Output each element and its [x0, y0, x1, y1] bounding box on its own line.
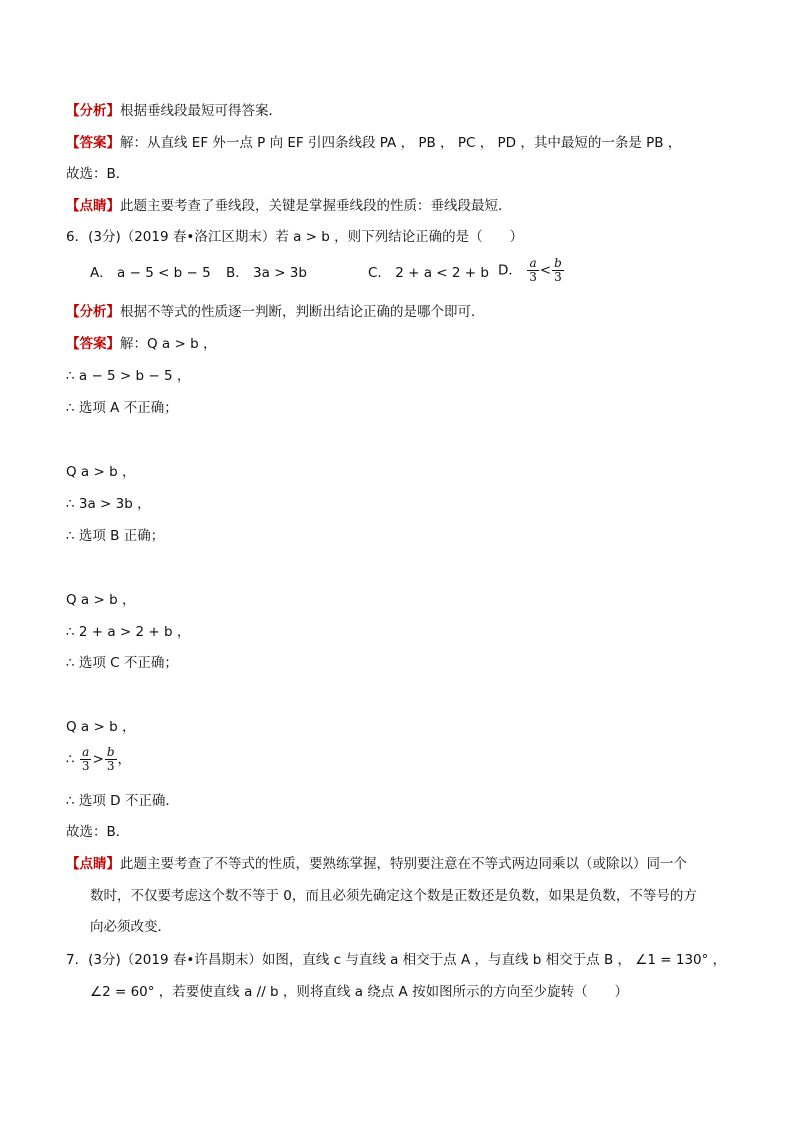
- step-c1: ∴ 2 + a > 2 + b ，: [66, 624, 191, 640]
- step-a2: ∴ 选项 A 不正确；: [66, 400, 178, 416]
- q6-answer-text: 解：Q a > b ，: [120, 336, 217, 352]
- option-c: C． 2 + a < 2 + b: [368, 265, 489, 281]
- option-b: B． 3a > 3b: [226, 265, 307, 281]
- q6-answer-line: [66, 334, 216, 354]
- answer-line: [66, 133, 681, 153]
- step-c0: Q a > b ，: [66, 592, 136, 608]
- question-6-stem: 6．(3分)（2019 春•洛江区期末）若 a > b ，则下列结论正确的是（ ）: [66, 229, 524, 245]
- step-b1: ∴ 3a > 3b ，: [66, 496, 151, 512]
- step-b2: ∴ 选项 B 正确；: [66, 528, 165, 544]
- step-c2: ∴ 选项 C 不正确；: [66, 655, 178, 671]
- q6-analysis-tag: 【分析】: [66, 304, 120, 320]
- q6-analysis-text: 根据不等式的性质逐一判断，判断出结论正确的是哪个即可．: [120, 304, 485, 320]
- choose-line: 故选：B．: [66, 166, 130, 182]
- analysis-line: [66, 101, 282, 121]
- analysis-tag: 【分析】: [66, 103, 120, 119]
- step-d2: ∴ 选项 D 不正确．: [66, 793, 179, 809]
- answer-tag: 【答案】: [66, 135, 120, 151]
- option-a: A． a − 5 < b − 5: [90, 265, 211, 281]
- comment-tag: 【点睛】: [66, 198, 120, 214]
- q6-comment-text-2: 数时，不仅要考虑这个数不等于 0，而且必须先确定这个数是正数还是负数，如果是负数，不等号的方: [90, 888, 697, 904]
- question-7-stem-1: 7．(3分)（2019 春•许昌期末）如图，直线 c 与直线 a 相交于点 A ，与直线 b 相交于点 B ， ∠1 = 130° ，: [66, 952, 727, 968]
- question-6-options: [90, 256, 690, 293]
- analysis-text: 根据垂线段最短可得答案．: [120, 103, 282, 119]
- option-d-label: D．: [498, 262, 522, 279]
- step-d0: Q a > b ，: [66, 719, 136, 735]
- answer-text: 解：从直线 EF 外一点 P 向 EF 引四条线段 PA ， PB ， PC ， PD ，其中最短的一条是 PB ，: [120, 135, 682, 151]
- question-7-stem-2: ∠2 = 60° ，若要使直线 a // b ，则将直线 a 绕点 A 按如图所示的方向至少旋转（ ）: [90, 984, 629, 1000]
- q6-comment-text-3: 向必须改变．: [90, 919, 171, 935]
- step-a1: ∴ a − 5 > b − 5 ，: [66, 368, 191, 384]
- q6-analysis-line: [66, 302, 485, 322]
- option-d: D． $\frac{a}{3}$ < $\frac{b}{3}$: [498, 256, 562, 284]
- fraction-a-over-3: $\frac{a}{3}$: [81, 745, 90, 773]
- fraction-b-over-3: $\frac{b}{3}$: [554, 256, 562, 284]
- q6-comment-tag: 【点睛】: [66, 856, 120, 872]
- comment-line: [66, 196, 512, 216]
- step-b0: Q a > b ，: [66, 464, 136, 480]
- q6-comment-line: [66, 854, 687, 874]
- q6-choose-line: 故选：B．: [66, 824, 130, 840]
- fraction-b-over-3: $\frac{b}{3}$: [106, 745, 115, 773]
- fraction-a-over-3: $\frac{a}{3}$: [529, 256, 537, 284]
- q6-comment-text-1: 此题主要考查了不等式的性质，要熟练掌握，特别要注意在不等式两边同乘以（或除以）同一个: [120, 856, 687, 872]
- step-d1: ∴ $\frac{a}{3}$ > $\frac{b}{3}$ ，: [66, 745, 132, 773]
- q6-answer-tag: 【答案】: [66, 336, 120, 352]
- comment-text: 此题主要考查了垂线段，关键是掌握垂线段的性质：垂线段最短．: [120, 198, 512, 214]
